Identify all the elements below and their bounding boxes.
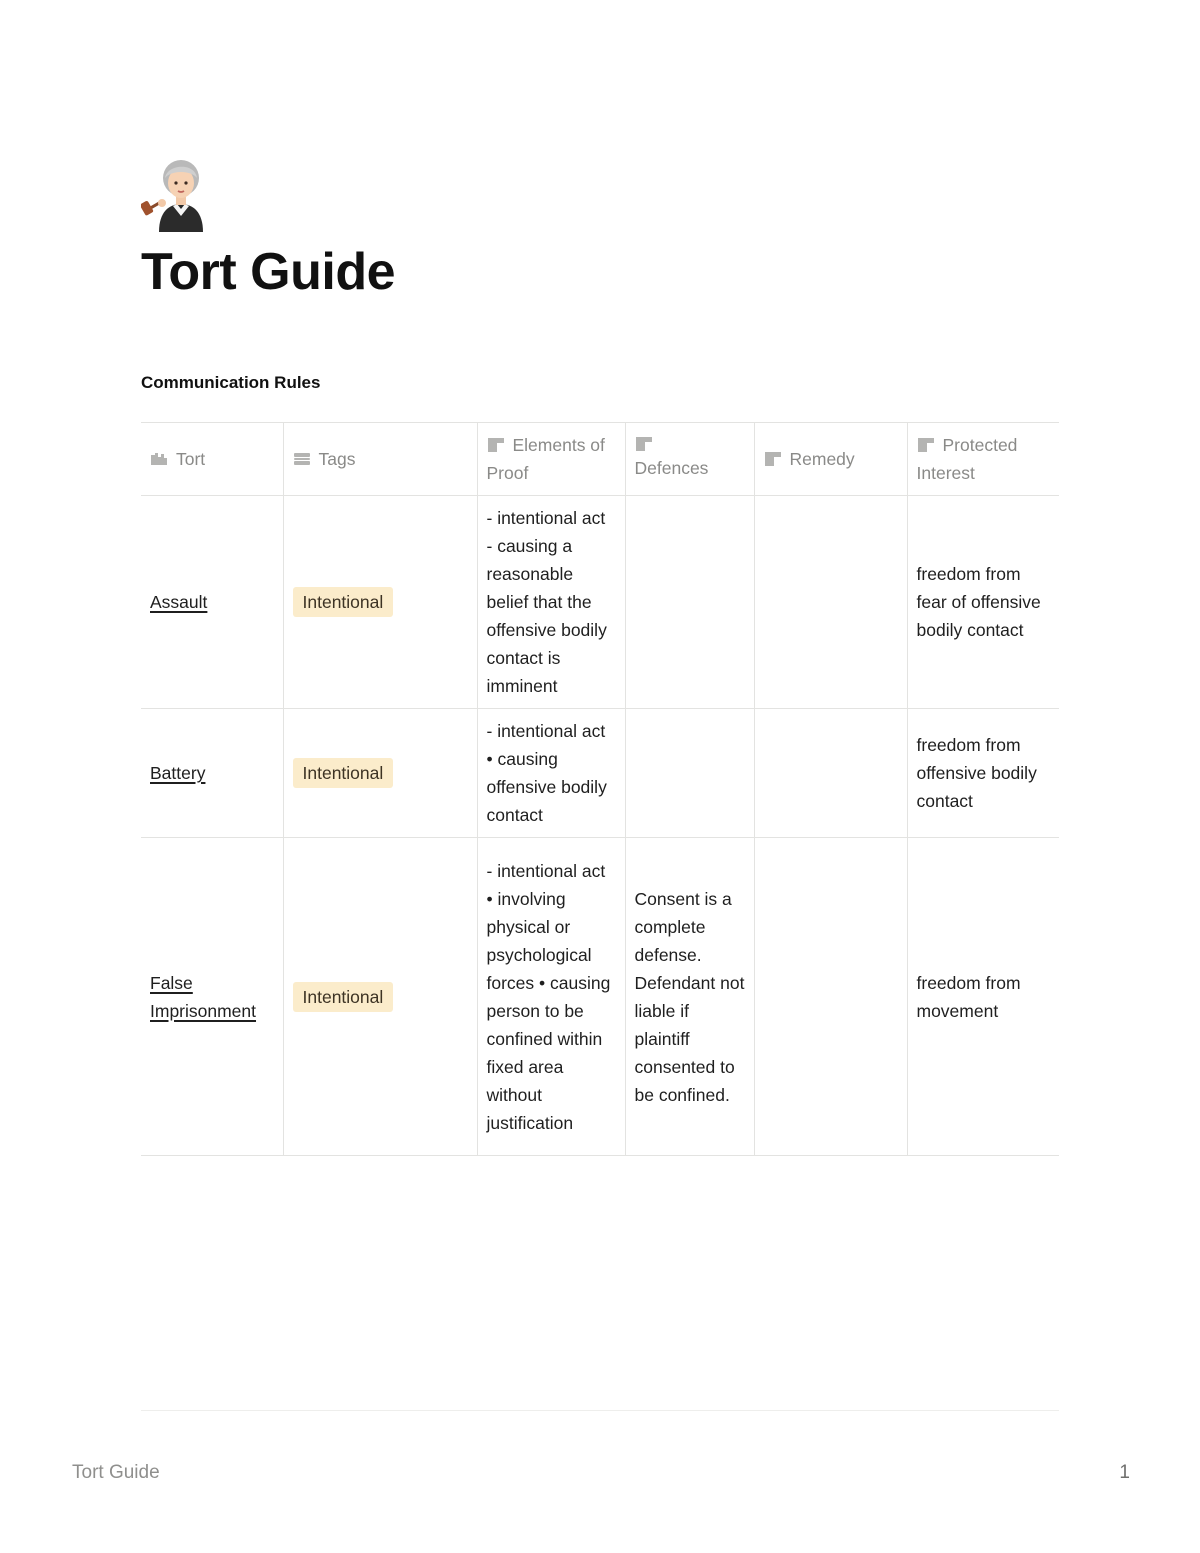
text-property-icon [917,437,935,453]
tort-database-table [141,422,1059,1156]
column-header-tags[interactable] [283,423,477,496]
column-header-elements-of-proof[interactable] [477,423,625,496]
column-header-label: Remedy [789,449,855,469]
text-property-icon [487,437,505,453]
column-header-label: Tags [318,449,356,469]
column-header-tort[interactable] [141,423,283,496]
elements-cell[interactable]: - intentional act • involving physical or psychological forces • causing person to be confined within fixed area without justification [477,838,625,1156]
defences-cell[interactable] [625,496,754,709]
footer-divider [141,1410,1059,1411]
multi-select-icon [293,451,311,467]
tort-cell[interactable] [141,496,283,709]
judge-emoji-icon [141,156,221,232]
tags-cell[interactable] [283,496,477,709]
column-header-label: Tort [176,449,206,469]
column-header-label: Elements of Proof [486,435,605,483]
remedy-cell[interactable] [754,709,907,838]
table-row [141,496,1059,709]
text-property-icon [635,436,653,452]
column-header-protected-interest[interactable] [907,423,1059,496]
title-property-icon [150,451,168,467]
elements-cell[interactable]: - intentional act • causing offensive bodily contact [477,709,625,838]
defences-cell[interactable]: Consent is a complete defense. Defendant not liable if plaintiff consented to be confined. [625,838,754,1156]
remedy-cell[interactable] [754,496,907,709]
column-header-label: Defences [634,458,709,478]
column-header-remedy[interactable] [754,423,907,496]
text-property-icon [764,451,782,467]
elements-cell[interactable]: - intentional act - causing a reasonable belief that the offensive bodily contact is imminent [477,496,625,709]
tort-link-assault[interactable]: Assault [150,592,208,612]
tags-cell[interactable] [283,838,477,1156]
table-row [141,838,1059,1156]
protected-interest-cell[interactable]: freedom from movement [907,838,1059,1156]
column-header-defences[interactable] [625,423,754,496]
tort-link-battery[interactable]: Battery [150,763,206,783]
table-header-row [141,423,1059,496]
tag-badge: Intentional [293,587,394,617]
defences-cell[interactable] [625,709,754,838]
page-title: Tort Guide [141,243,396,301]
table-row [141,709,1059,838]
tags-cell[interactable] [283,709,477,838]
remedy-cell[interactable] [754,838,907,1156]
footer-title: Tort Guide [72,1462,160,1483]
tag-badge: Intentional [293,982,394,1012]
tort-cell[interactable] [141,838,283,1156]
tort-cell[interactable] [141,709,283,838]
tag-badge: Intentional [293,758,394,788]
section-title: Communication Rules [141,373,321,392]
page-number: 1 [1119,1462,1130,1483]
protected-interest-cell[interactable]: freedom from fear of offensive bodily contact [907,496,1059,709]
tort-link-false-imprisonment[interactable]: False Imprisonment [150,972,257,1021]
protected-interest-cell[interactable]: freedom from offensive bodily contact [907,709,1059,838]
column-header-label: Protected Interest [916,435,1018,483]
